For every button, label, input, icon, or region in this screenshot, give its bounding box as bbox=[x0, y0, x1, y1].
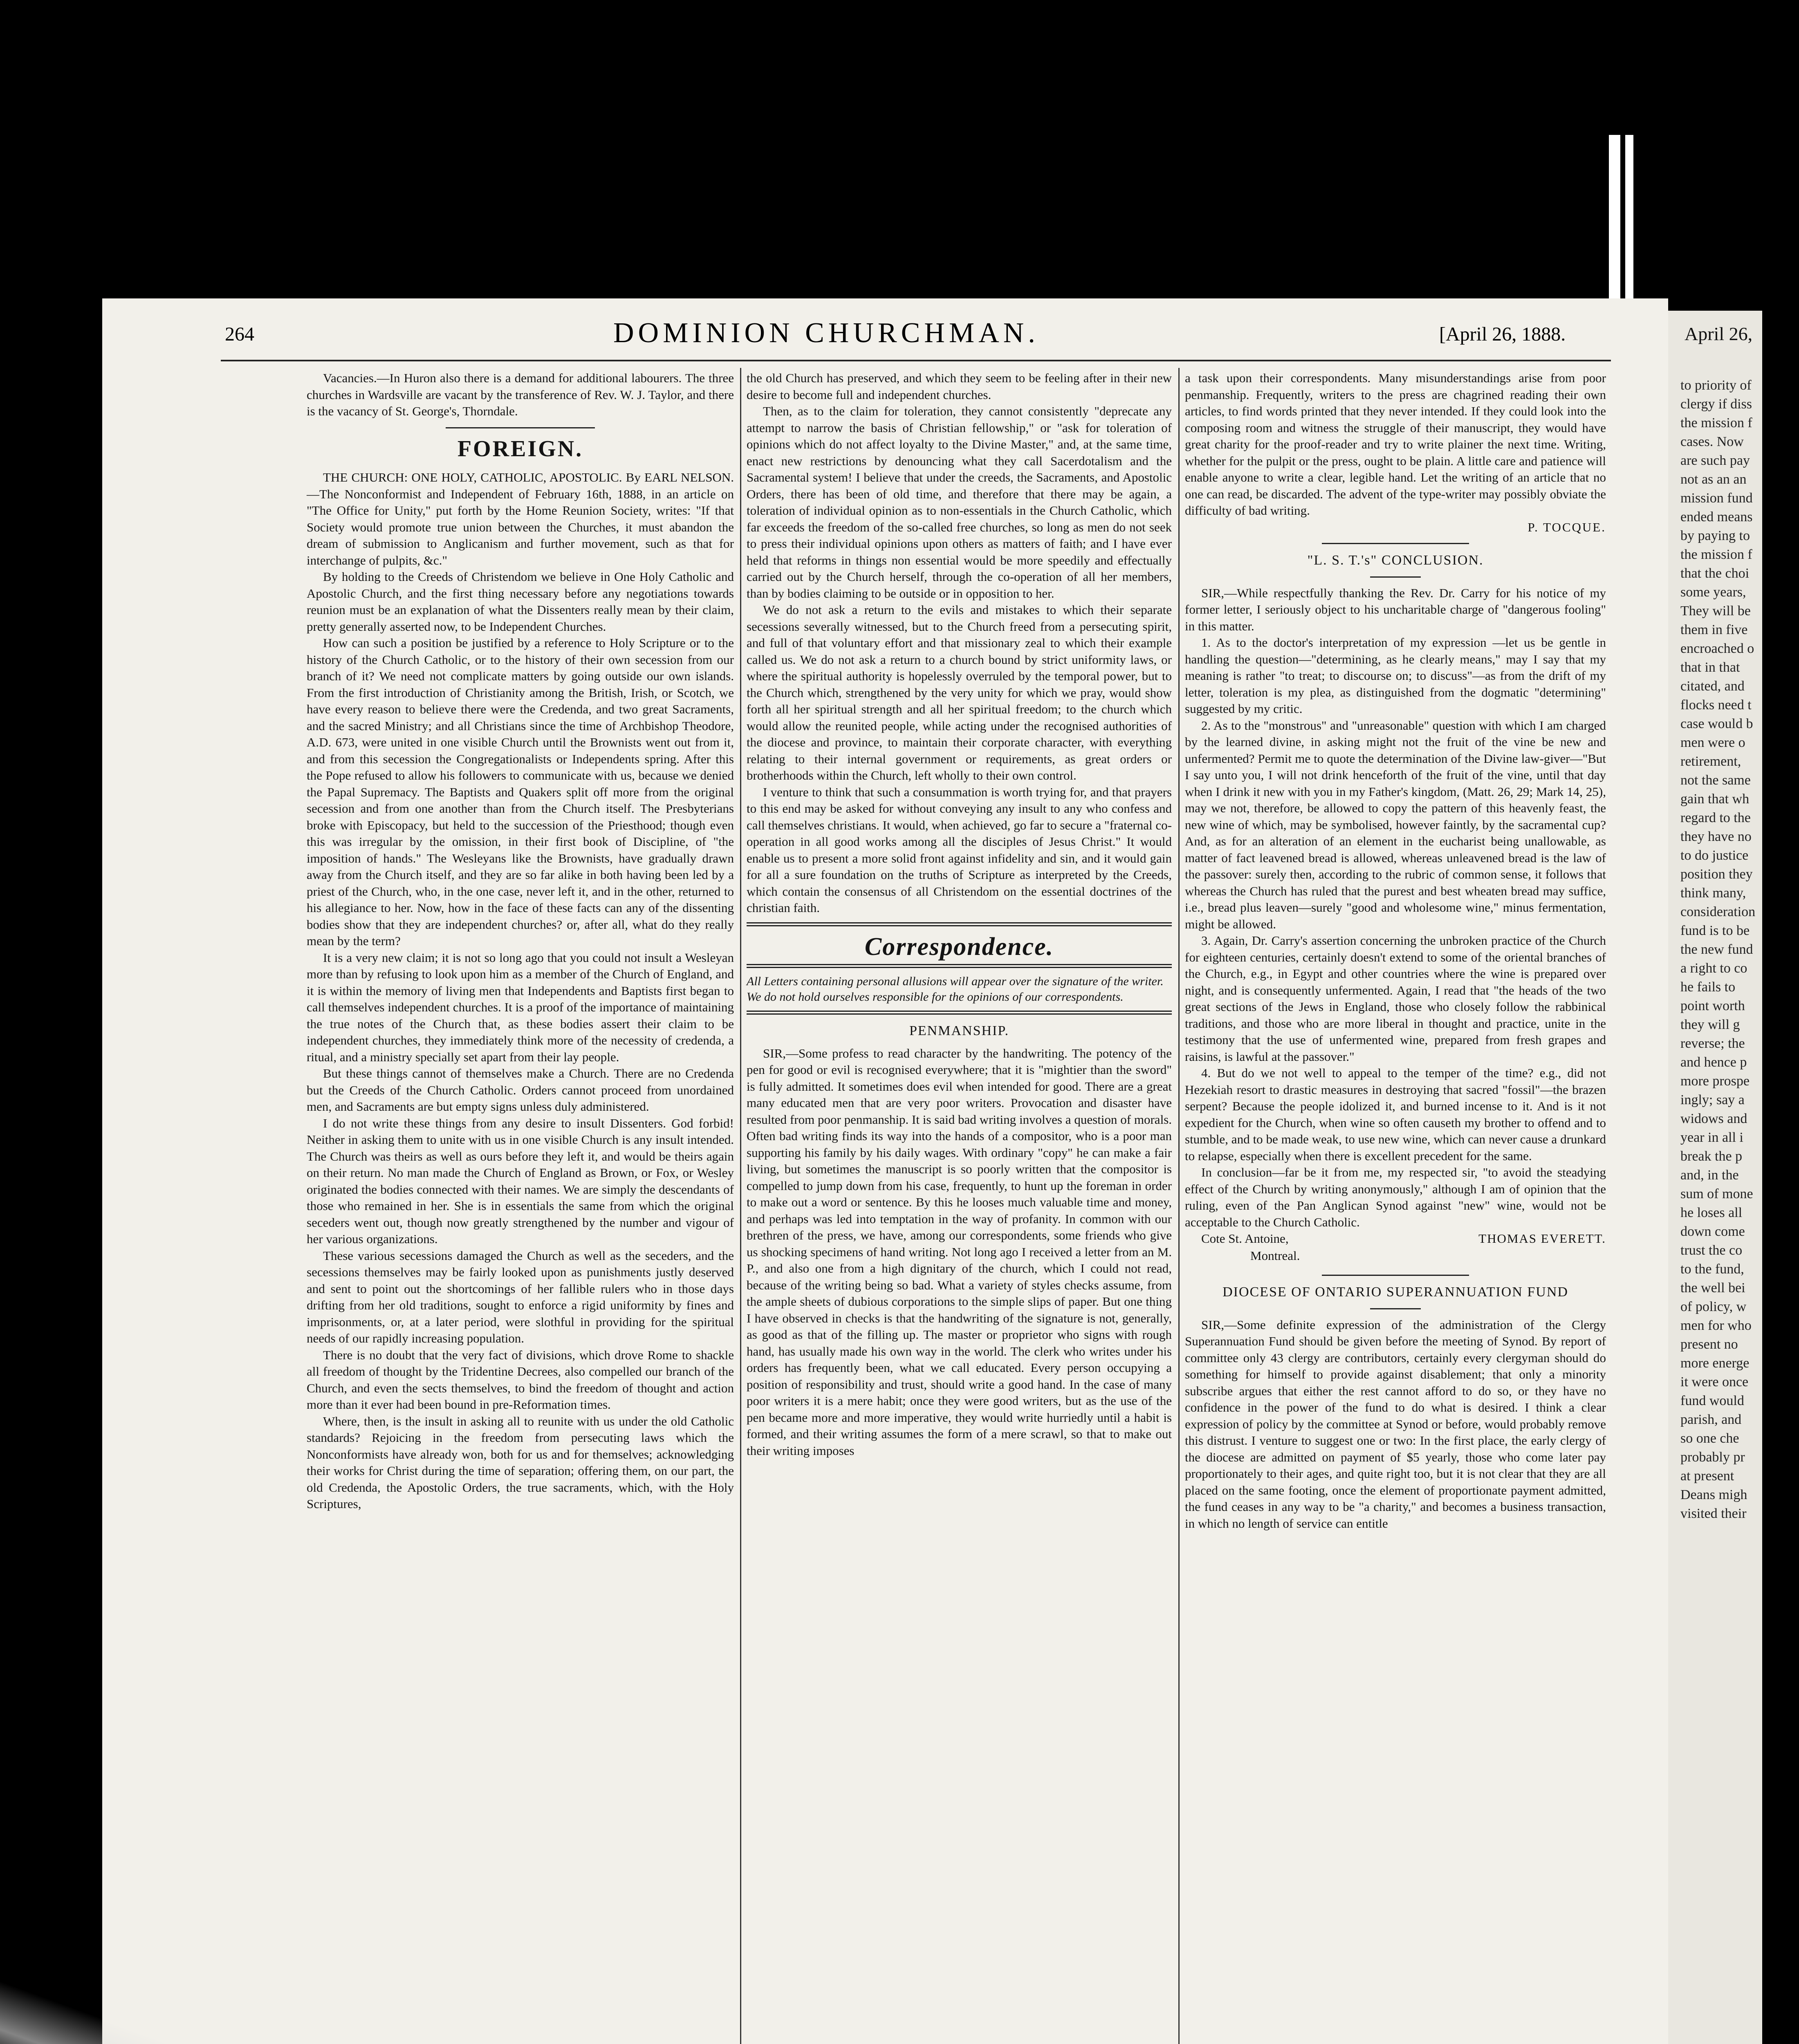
letter-paragraph: 1. As to the doctor's interpretation of my expression —let us be gentle in handling the question—"determining, as he clearly means," may I say that my meaning is rather "to treat; to discourse on; to discuss"—as from the drift of my letter, toleration is my plea, as distinguished from the dogmatic "determining" suggested by my critic. bbox=[1185, 635, 1606, 716]
article-paragraph: We do not ask a return to the evils and mistakes to which their separate secessions severally witnessed, but to the Church freed from a persecuting spirit, and full of that voluntary effort and that missionary zeal to which their example called us. We do not ask a return to a church bound by strict uniformity laws, or where the spiritual authority is hopelessly overruled by the temporal power, but to the Church which, strengthened by the very unity for which we pray, would show forth all her spiritual strength and all her spiritual freedom; to the church which would allow the reunited people, while acting under the recognised authorities of the diocese and province, to maintain their corporate character, with everything relating to their internal government or requirements, as great orders or brotherhoods within the Church, left wholly to their own control. bbox=[747, 603, 1172, 782]
separator bbox=[1322, 543, 1469, 544]
letter-paragraph: SIR,—Some definite expression of the administration of the Clergy Superannuation Fund should be given before the meeting of Synod. By report of committee only 43 clergy are contributors, certainly every clergyman should do something for himself to provide against disablement; that only a minority subscribe argues that either the rest cannot afford to do so, or they have no confidence in the power of the fund to do what is desired. I think a clear expression of policy by the committee at Synod or before, would probably remove this distrust. I venture to suggest one or two: In the first place, the early clergy of the diocese are admitted on payment of $5 yearly, those who come later pay proportionately to their ages, and quite right too, but it is not clear that they are all placed on the same footing, once the element of proportionate payment admitted, the fund ceases in any way to be "a charity," and becomes a business transaction, in which no length of service can entitle bbox=[1185, 1317, 1606, 1531]
article-paragraph: By holding to the Creeds of Christendom we believe in One Holy Catholic and Apostolic Church, and the first thing necessary before any negotiations towards reunion must be an explanation of what the Dissenters really mean by their claim, pretty generally asserted now, to be Independent Churches. bbox=[307, 569, 734, 634]
place-line: Cote St. Antoine, bbox=[1201, 1231, 1289, 1246]
binding-bar bbox=[1609, 135, 1620, 298]
separator bbox=[1370, 576, 1421, 578]
article-paragraph: the old Church has preserved, and which they seem to be feeling after in their new desire to become full and independent churches. bbox=[747, 371, 1172, 402]
header-rule bbox=[221, 360, 1611, 361]
section-rule bbox=[747, 964, 1172, 968]
letter-closing bbox=[1185, 1230, 1606, 1267]
column-1 bbox=[307, 370, 734, 1513]
issue-date: [April 26, 1888. bbox=[1439, 323, 1566, 345]
letter-paragraph: 2. As to the "monstrous" and "unreasonable" question with which I am charged by the learned divine, in asking might not the fruit of the vine be new and unfermented? Permit me to quote the determination of the Divine law-giver—"But I say unto you, I will not drink henceforth of the fruit of the vine, until that day when I drink it new with you in my Father's kingdom, (Matt. 26, 29; Mark 14, 25), may we not, therefore, be allowed to copy the pattern of this heavenly feast, the new wine of which, may be symbolised, however faintly, by the sacramental cup? And, as for an alteration of an element in the eucharist being unallowable, as matter of fact leavened bread is allowed, whereas unleavened bread is the law of the passover: surely then, according to the rubric of common sense, it follows that whereas the Church has ruled that the purest and best wheaten bread may suffice, i.e., bread plus leaven—surely "good and wholesome wine," minus fermentation, might be allowed. bbox=[1185, 718, 1606, 931]
letter-paragraph: 3. Again, Dr. Carry's assertion concerning the unbroken practice of the Church for eighteen centuries, certainly doesn't extend to some of the oriental branches of the Church, e.g., in Egypt and other countries where the wine is prepared over night, and is consequently unfermented. Again, I read that "the heads of the two great sections of the Jews in England, those who closely follow the rabbinical traditions, and those who are more liberal in thought and practice, unite in the testimony that the use of unfermented wine, prepared from fresh grapes and raisins, is lawful at the passover." bbox=[1185, 933, 1606, 1064]
column-3 bbox=[1185, 370, 1606, 1532]
letter-signature: THOMAS EVERETT. bbox=[1478, 1231, 1606, 1246]
section-rule bbox=[747, 922, 1172, 926]
article-paragraph: How can such a position be justified by a reference to Holy Scripture or to the history of the Church Catholic, or to the history of their own secession from our branch of it? We need not complicate matters by going outside our own islands. From the first introduction of Christianity among the British, Irish, or Scotch, we have every reason to believe there were the Credenda, and two great Sacraments, and the sacred Ministry; and all Christians since the time of Archbishop Theodore, A.D. 673, were united in one visible Church until the Brownists went out from it, and from this secession the Congregationalists or Independents spring. After this the Pope refused to allow his followers to communicate with us, because we denied the Papal Supremacy. The Baptists and Quakers split off more from the original secession and from one another than from the Church itself. The Presbyterians broke with Episcopacy, but held to the succession of the Priesthood; though even this was irregular by the omission, in their first book of Discipline, of "the imposition of hands." The Wesleyans like the Brownists, have gradually drawn away from the Church itself, and they are so far alike in both having been led by a priest of the Church, who, in the one case, never left it, and in the other, returned to his allegiance to her. Now, how in the face of these facts can any of the dissenting bodies show that they are independent churches? or, after all, what do they really mean by the term? bbox=[307, 636, 734, 948]
letter-heading-lst: "L. S. T.'s" CONCLUSION. bbox=[1307, 553, 1484, 568]
article-paragraph: Then, as to the claim for toleration, they cannot consistently "deprecate any attempt to narrow the basis of Christian fellowship," or "ask for toleration of opinions which do not affect loyalty to the Divine Master," and, at the same time, enact new restrictions by denouncing what they call Sacerdotalism and the Sacramental system! I believe that under the creeds, the Sacraments, and Apostolic Orders, there has been of old time, and therefore that there may be again, a toleration of individual opinion as to non-essentials in the Church Catholic, which far exceeds the freedom of the so-called free churches, so long as men do not seek to press their individual opinions upon others as matters of faith; and I have ever held that reforms in things non essential would be more speedily and effectually carried out by the Church herself, through the co-operation of all her members, than by bodies claiming to be outside or in opposition to her. bbox=[747, 404, 1172, 601]
article-paragraph: Where, then, is the insult in asking all to reunite with us under the old Catholic standards? Rejoicing in the freedom from persecuting laws which the Nonconformists have already won, both for us and for themselves; acknowledging their works for Christ during the time of separation; offering them, on our part, the old Credenda, the Apostolic Orders, the true sacraments, which, with the Holy Scriptures, bbox=[307, 1414, 734, 1511]
scan-glare bbox=[0, 1962, 213, 2044]
article-paragraph: Vacancies.—In Huron also there is a demand for additional labourers. The three churches in Wardsville are vacant by the transference of Rev. W. J. Taylor, and there is the vacancy of St. George's, Thorndale. bbox=[307, 371, 734, 418]
column-divider bbox=[740, 368, 741, 2044]
letter-paragraph: In conclusion—far be it from me, my respected sir, "to avoid the steadying effect of the Church by writing anonymously," although I am of opinion that the ruling, even of the Pan Anglican Synod against "new" wine, would not be acceptable to the Church Catholic. bbox=[1185, 1165, 1606, 1229]
letter-paragraph: 4. But do we not well to appeal to the temper of the time? e.g., did not Hezekiah resort to drastic measures in destroying that sacred "fossil"—the brazen serpent? Because the people idolized it, and burned incense to it. And is it not expedient for the Church, when wine so often causeth my brother to offend and to stumble, and to be made weak, to use new wine, which can never cause a drunkard to relapse, especially when there is excellent precedent for the same. bbox=[1185, 1066, 1606, 1163]
letter-paragraph: SIR,—While respectfully thanking the Rev. Dr. Carry for his notice of my former letter, I seriously object to his uncharitable charge of "dangerous fooling" in this matter. bbox=[1185, 585, 1606, 633]
adjacent-page-text: to priority of clergy if diss the mission f cases. Now are such pay not as an an mission fund ended means by paying to the mission f that the choi some years, They will be them in five encroached o that in that citated, and flocks need t case would b men were o retirement, not the same gain that wh regard to the they have no to do justice position they think many, consideration fund is to be the new fund a right to co he fails to point worth they will g reverse; the and hence p more prospe ingly; say a widows and year in all i break the p and, in the sum of mone he loses all down come trust the co to the fund, the well bei of policy, w men for who present no more energe it were once fund would parish, and so one che probably pr at present Deans migh visited their bbox=[1680, 378, 1756, 1521]
adjacent-page-header: April 26, bbox=[1685, 323, 1753, 344]
separator bbox=[1322, 1275, 1469, 1276]
separator bbox=[1370, 1308, 1421, 1309]
article-paragraph: There is no doubt that the very fact of divisions, which drove Rome to shackle all freedom of thought by the Tridentine Decrees, also compelled our branch of the Church, and even the sects themselves, to bind the freedom of thought and action more than it ever had been bound in pre-Reformation times. bbox=[307, 1347, 734, 1412]
column-divider bbox=[1178, 368, 1180, 2044]
section-heading-correspondence: Correspondence. bbox=[864, 932, 1054, 961]
article-paragraph: I do not write these things from any desire to insult Dissenters. God forbid! Neither in asking them to unite with us in one visible Church is any insult intended. The Church was theirs as well as ours before they left it, and would be theirs again on their return. No man made the Church of England as Brown, or Fox, or Wesley originated the bodies connected with their names. We are simply the descendants of those who remained in her. She is in essentials the same from which the original seceders went out, though now greatly strengthened by the number and vigour of her various organizations. bbox=[307, 1116, 734, 1246]
page-number: 264 bbox=[225, 323, 254, 345]
separator bbox=[446, 427, 595, 428]
article-paragraph: I venture to think that such a consummation is worth trying for, and that prayers to this end may be asked for without conveying any insult to any who confess and call themselves christians. It would, when achieved, go far to secure a "fraternal co-operation in all good works among all the disciples of Jesus Christ." It would enable us to present a more solid front against infidelity and sin, and it would gain for all a sure foundation on the truths of Scripture as interpreted by the Creeds, which contain the consensus of all Christendom on the essential doctrines of the christian faith. bbox=[747, 784, 1172, 915]
letter-signature: P. TOCQUE. bbox=[1528, 520, 1606, 534]
article-paragraph: But these things cannot of themselves make a Church. There are no Credenda but the Creeds of the Church Catholic. Orders cannot proceed from unordained men, and Sacraments are but empty signs unless duly administered. bbox=[307, 1066, 734, 1114]
column-2 bbox=[747, 370, 1172, 1459]
article-paragraph: It is a very new claim; it is not so long ago that you could not insult a Wesleyan more than by refusing to look upon him as a member of the Church of England, and it is within the memory of living men that Independents and Baptists first began to call themselves independent churches. It is a proof of the importance of maintaining the true notes of the Church that, as these bodies assert their claim to be independent churches, they immediately think more of the necessity of credenda, a ritual, and a ministry specially set apart from their lay people. bbox=[307, 950, 734, 1064]
place-line: Montreal. bbox=[1250, 1248, 1300, 1263]
article-paragraph: These various secessions damaged the Church as well as the seceders, and the secessions themselves may be fairly looked upon as punishments justly deserved and sent to point out the shortcomings of her fallible rulers who in those days drifting from her old traditions, sought to enforce a rigid uniformity by fines and imprisonments, or, at a later period, were slothful in providing for the spiritual needs of our rapidly increasing population. bbox=[307, 1248, 734, 1345]
letter-paragraph: a task upon their correspondents. Many misunderstandings arise from poor penmanship. Frequently, writers to the press are chagrined reading their own articles, to find words printed that they never intended. If they could look into the composing room and witness the struggle of their manuscript, they would have great charity for the proof-reader and try to write plainer the next time. Writing, whether for the pulpit or the press, ought to be plain. A little care and patience will enable anyone to write a clear, legible hand. Let the writing of an article that no one can read, be discarded. The advent of the type-writer may possibly obviate the difficulty of bad writing. bbox=[1185, 371, 1606, 518]
article-paragraph: THE CHURCH: ONE HOLY, CATHOLIC, APOSTOLIC. By EARL NELSON.—The Nonconformist and Independent of February 16th, 1888, in an article on "The Office for Unity," put forth by the Home Reunion Society, writes: "If that Society would promote true union between the Churches, it must abandon the dream of submission to Anglicanism and further movement, such as that for interchange of pulpits, &c." bbox=[307, 470, 734, 567]
binding-bar bbox=[1625, 135, 1633, 298]
masthead-title: DOMINION CHURCHMAN. bbox=[613, 317, 1039, 349]
editorial-notice: We do not hold ourselves responsible for the opinions of our correspondents. bbox=[747, 990, 1124, 1004]
letter-heading-diocese: DIOCESE OF ONTARIO SUPERANNUATION FUND bbox=[1223, 1284, 1568, 1300]
letter-paragraph: SIR,—Some profess to read character by the handwriting. The potency of the pen for good or evil is recognised everywhere; that it is "mightier than the sword" is fully admitted. It sometimes does evil when intended for good. There are a great many educated men that are very poor writers. Provocation and disaster have resulted from poor penmanship. It is said bad writing involves a question of morals. Often bad writing finds its way into the hands of a compositor, who is a poor man supporting his family by his daily wages. With ordinary "copy" he can make a fair living, but sometimes the manuscript is so poorly written that the compositor is compelled to jump down from his case, frequently, to hunt up the foreman in order to make out a word or sentence. By this he looses much valuable time and money, and perhaps was led into temptation in the way of profanity. In common with our brethren of the press, we have, among our correspondents, some friends who give us shocking specimens of hand writing. Not long ago I received a letter from an M. P., and also one from a high dignitary of the church, which I could not read, because of the writing being so bad. What a variety of styles checks assume, from the ample sheets of dubious corporations to the simple slips of paper. But one thing I have observed in checks is that the handwriting of the signature is not, generally, as good as that of the filling up. The master or proprietor who signs with rough hand, has usually made his own way in the world. The clerk who writes under his orders has frequently been, what we call educated. Every person occupying a position of responsibility and trust, should write a good hand. In the case of many poor writers it is a mere habit; once they were good writers, but as the use of the pen became more and more imperative, they would write hurriedly until a habit is formed, and their writing assumes the form of a mere scrawl, so that to make out their writing imposes bbox=[747, 1046, 1172, 1458]
letter-heading-penmanship: PENMANSHIP. bbox=[909, 1023, 1009, 1038]
section-rule bbox=[747, 1011, 1172, 1015]
section-heading-foreign: FOREIGN. bbox=[457, 436, 583, 462]
editorial-notice: All Letters containing personal allusions will appear over the signature of the writer. bbox=[747, 975, 1164, 988]
